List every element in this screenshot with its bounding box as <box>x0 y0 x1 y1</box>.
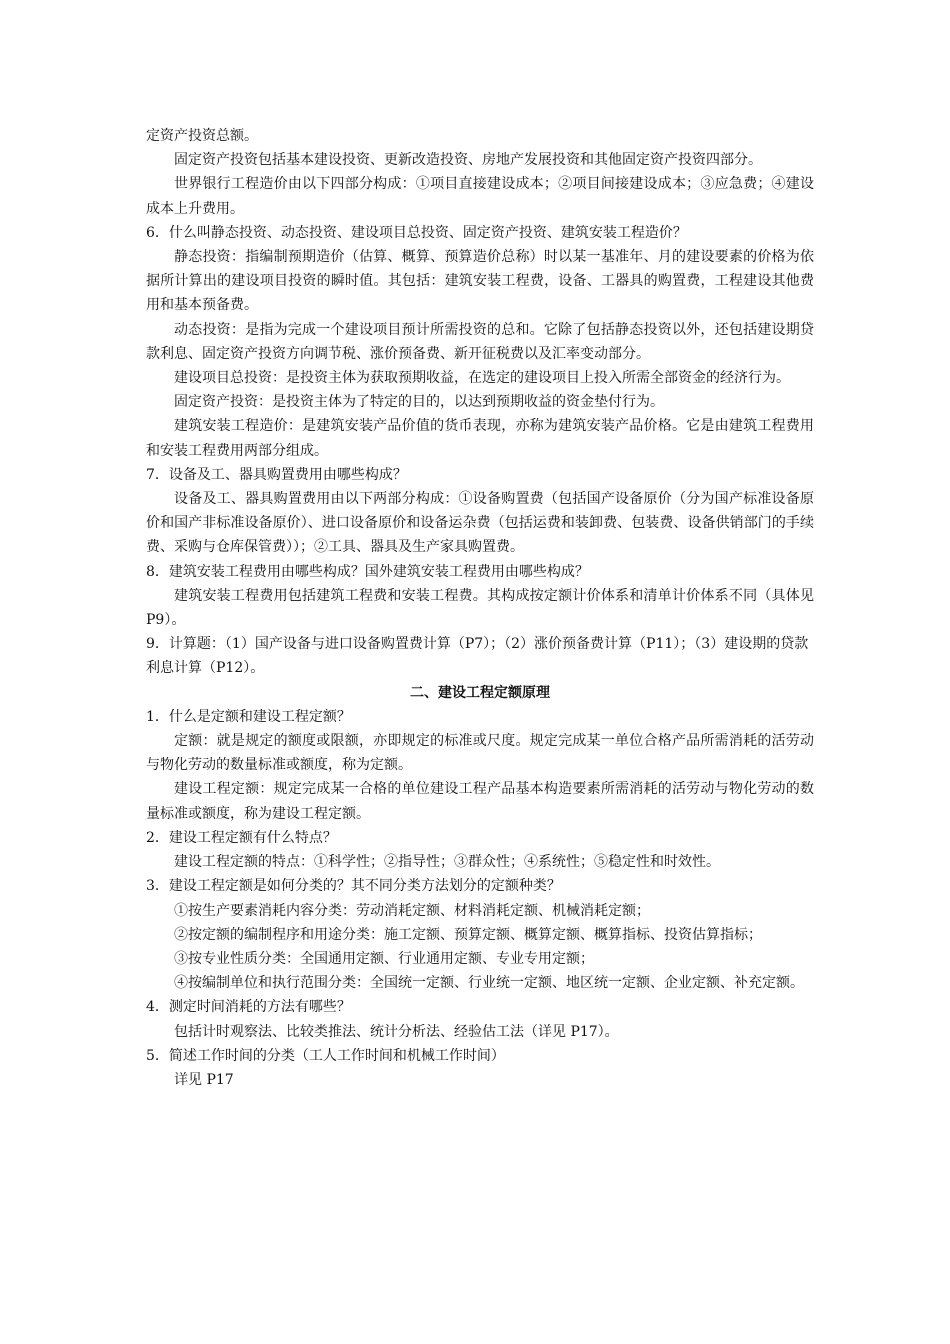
body-paragraph: 静态投资：指编制预期造价（估算、概算、预算造价总称）时以某一基准年、月的建设要素的价格为依据所计算出的建设项目投资的瞬时值。其包括：建筑安装工程费，设备、工器具的购置费，工程建设其他费用和基本预备费。 <box>146 249 814 314</box>
body-paragraph: 建筑安装工程费用包括建筑工程费和安装工程费。其构成按定额计价体系和清单计价体系不同（具体见 P9）。 <box>146 587 814 629</box>
body-paragraph: ③按专业性质分类：全国通用定额、行业通用定额、专业专用定额； <box>174 950 594 967</box>
body-paragraph: 详见 P17 <box>174 1071 234 1088</box>
section-heading: 二、建设工程定额原理 <box>410 684 550 701</box>
question-item: 2．建设工程定额有什么特点？ <box>146 829 337 846</box>
question-item: 7．设备及工、器具购置费用由哪些构成？ <box>146 466 407 483</box>
body-paragraph: ②按定额的编制程序和用途分类：施工定额、预算定额、概算定额、概算指标、投资估算指标； <box>174 926 762 943</box>
question-item: 6．什么叫静态投资、动态投资、建设项目总投资、固定资产投资、建筑安装工程造价？ <box>146 224 687 241</box>
body-paragraph: 建设工程定额的特点：①科学性；②指导性；③群众性；④系统性；⑤稳定性和时效性。 <box>174 854 720 871</box>
body-paragraph: ④按编制单位和执行范围分类：全国统一定额、行业统一定额、地区统一定额、企业定额、补充定额。 <box>174 975 804 992</box>
body-paragraph: 固定资产投资包括基本建设投资、更新改造投资、房地产发展投资和其他固定资产投资四部分。 <box>174 152 762 169</box>
question-item: 5．简述工作时间的分类（工人工作时间和机械工作时间） <box>146 1047 505 1064</box>
body-paragraph: 定资产投资总额。 <box>146 128 258 144</box>
document-body <box>146 124 814 1092</box>
body-paragraph: 包括计时观察法、比较类推法、统计分析法、经验估工法（详见 P17）。 <box>174 1023 619 1040</box>
body-paragraph: 设备及工、器具购置费用由以下两部分构成：①设备购置费（包括国产设备原价（分为国产标准设备原价和国产非标准设备原价）、进口设备原价和设备运杂费（包括运费和装卸费、包装费、设备供销部门的手续费、采购与仓库保管费））；②工具、器具及生产家具购置费。 <box>146 491 814 556</box>
body-paragraph: 建设项目总投资：是投资主体为获取预期收益，在选定的建设项目上投入所需全部资金的经济行为。 <box>174 370 790 387</box>
body-paragraph: 固定资产投资：是投资主体为了特定的目的，以达到预期收益的资金垫付行为。 <box>174 394 664 411</box>
question-item: 8．建筑安装工程费用由哪些构成？国外建筑安装工程费用由哪些构成？ <box>146 563 589 580</box>
question-item: 1．什么是定额和建设工程定额？ <box>146 708 351 725</box>
body-paragraph: 建设工程定额：规定完成某一合格的单位建设工程产品基本构造要素所需消耗的活劳动与物化劳动的数量标准或额度，称为建设工程定额。 <box>146 781 814 822</box>
question-item: 4．测定时间消耗的方法有哪些？ <box>146 999 351 1016</box>
question-item: 9．计算题：（1）国产设备与进口设备购置费计算（P7）；（2）涨价预备费计算（P11）；（3）建设期的贷款利息计算（P12）。 <box>146 636 809 677</box>
body-paragraph: 动态投资：是指为完成一个建设项目预计所需投资的总和。它除了包括静态投资以外，还包括建设期贷款利息、固定资产投资方向调节税、涨价预备费、新开征税费以及汇率变动部分。 <box>146 321 814 362</box>
body-paragraph: 世界银行工程造价由以下四部分构成：①项目直接建设成本；②项目间接建设成本；③应急费；④建设成本上升费用。 <box>146 176 814 217</box>
question-item: 3．建设工程定额是如何分类的？其不同分类方法划分的定额种类？ <box>146 878 561 895</box>
body-paragraph: ①按生产要素消耗内容分类：劳动消耗定额、材料消耗定额、机械消耗定额； <box>174 902 650 919</box>
body-paragraph: 定额：就是规定的额度或限额，亦即规定的标准或尺度。规定完成某一单位合格产品所需消耗的活劳动与物化劳动的数量标准或额度，称为定额。 <box>146 733 814 774</box>
body-paragraph: 建筑安装工程造价：是建筑安装产品价值的货币表现，亦称为建筑安装产品价格。它是由建筑工程费用和安装工程费用两部分组成。 <box>146 418 814 459</box>
